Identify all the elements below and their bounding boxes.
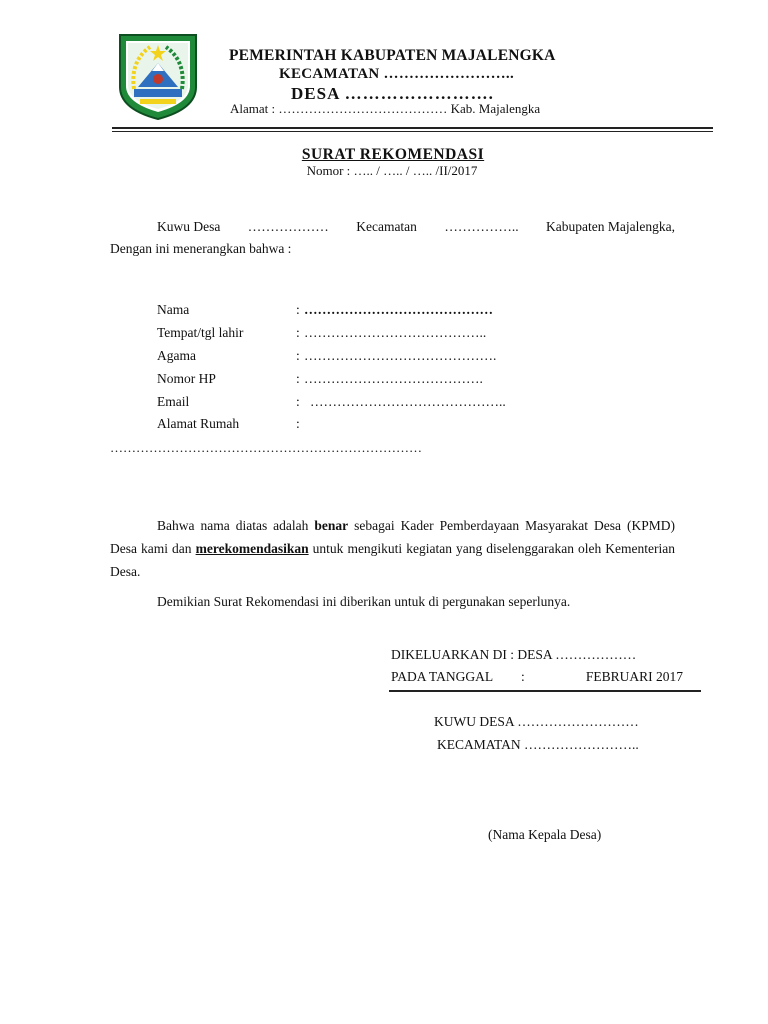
opening-word: ………………	[247, 219, 329, 234]
opening-word: Kecamatan	[356, 219, 417, 234]
field-value: ……………………………………	[304, 302, 493, 317]
body-text: untuk mengikuti kegiatan yang diselenggarakan oleh Kementerian Desa.	[110, 541, 676, 579]
body-emphasis-benar: benar	[314, 518, 349, 533]
address-region: Kab. Majalengka	[450, 101, 541, 116]
field-value: …………………………………….	[304, 348, 497, 363]
issued-date-sep: :	[521, 669, 525, 684]
field-label: Nama	[157, 302, 190, 317]
opening-word: Kabupaten Majalengka,	[546, 219, 675, 234]
field-value: ………………………………….	[304, 371, 483, 386]
opening-line-1	[157, 219, 675, 235]
body-text: sebagai Kader Pemberdayaan Masyarakat Desa (KPMD) Desa kami dan	[110, 518, 676, 556]
body-emphasis-merekomendasikan: merekomendasikan	[195, 541, 309, 556]
signatory-kecamatan: KECAMATAN ……………………..	[437, 737, 639, 752]
opening-line-2: Dengan ini menerangkan bahwa :	[110, 241, 292, 256]
body-text: Bahwa nama diatas adalah	[157, 518, 309, 533]
field-label: Alamat Rumah	[157, 416, 240, 431]
issued-date-value: FEBRUARI 2017	[585, 669, 683, 684]
opening-word: ……………..	[444, 219, 519, 234]
field-sep: :	[296, 325, 300, 340]
header-rule-thick	[112, 127, 713, 129]
issued-place	[391, 647, 636, 663]
issued-date-label: PADA TANGGAL	[391, 669, 494, 684]
issued-rule	[389, 690, 701, 692]
field-sep: :	[296, 371, 300, 386]
signatory-name: (Nama Kepala Desa)	[488, 827, 602, 842]
address-line	[230, 101, 540, 117]
government-name: PEMERINTAH KABUPATEN MAJALENGKA	[229, 47, 556, 64]
letter-title: SURAT REKOMENDASI	[301, 146, 485, 163]
header-rule-thin	[112, 131, 713, 132]
field-label: Agama	[157, 348, 196, 363]
desa-line: DESA …………………….	[291, 84, 494, 103]
field-sep: :	[296, 302, 300, 317]
signatory-title: KUWU DESA ………………………	[434, 714, 639, 729]
field-sep: :	[296, 348, 300, 363]
address-label: Alamat :	[230, 101, 276, 116]
address-continuation: ………………………………………………………………	[110, 440, 422, 455]
issued-date	[391, 669, 683, 687]
body-paragraph	[110, 514, 675, 583]
field-value: ……………………………………..	[310, 394, 506, 409]
issued-place-label: DIKELUARKAN DI : DESA	[391, 647, 552, 662]
letter-number: Nomor : ….. / ….. / ….. /II/2017	[306, 163, 478, 178]
opening-word: Kuwu Desa	[157, 219, 221, 234]
closing-sentence: Demikian Surat Rekomendasi ini diberikan untuk di pergunakan seperlunya.	[157, 594, 571, 609]
field-label: Email	[157, 394, 190, 409]
issued-place-dots: ………………	[555, 647, 637, 662]
address-dots: …………………………………	[278, 101, 448, 116]
field-label: Nomor HP	[157, 371, 216, 386]
field-sep: :	[296, 394, 300, 409]
regency-emblem-icon	[116, 31, 200, 121]
field-value: …………………………………..	[304, 325, 487, 340]
kecamatan-line: KECAMATAN ……………………..	[279, 66, 515, 82]
field-label: Tempat/tgl lahir	[157, 325, 244, 340]
field-sep: :	[296, 416, 300, 431]
